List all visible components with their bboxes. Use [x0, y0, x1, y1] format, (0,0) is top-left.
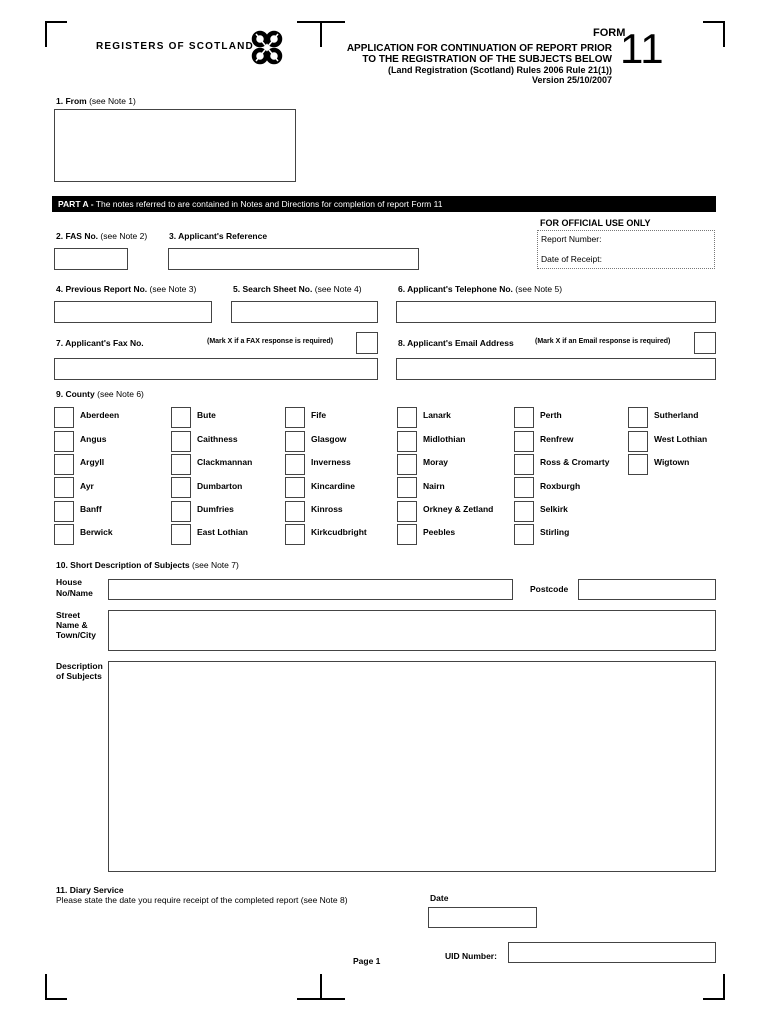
county-option: Renfrew [540, 434, 574, 444]
previous-report-field[interactable] [54, 301, 212, 323]
diary-instruction: Please state the date you require receipt of the completed report (see Note 8) [56, 895, 348, 905]
county-option: Caithness [197, 434, 238, 444]
county-checkbox[interactable] [397, 477, 417, 498]
previous-report-label: 4. Previous Report No. (see Note 3) [56, 284, 197, 294]
county-option: Angus [80, 434, 107, 444]
county-option: Sutherland [654, 410, 699, 420]
county-option: East Lothian [197, 527, 249, 537]
county-option: West Lothian [654, 434, 708, 444]
county-option: Ross & Cromarty [540, 457, 610, 467]
county-option: Berwick [80, 527, 113, 537]
diary-label: 11. Diary Service [56, 885, 124, 895]
county-option: Aberdeen [80, 410, 120, 420]
postcode-label: Postcode [530, 584, 569, 594]
county-option: Fife [311, 410, 327, 420]
house-field[interactable] [108, 579, 513, 600]
county-checkbox[interactable] [514, 407, 534, 428]
county-checkbox[interactable] [54, 407, 74, 428]
county-option: Kirkcudbright [311, 527, 367, 537]
county-option: Banff [80, 504, 102, 514]
county-checkbox[interactable] [54, 501, 74, 522]
county-checkbox[interactable] [628, 407, 648, 428]
from-label: 1. From (see Note 1) [56, 96, 136, 106]
county-checkbox[interactable] [171, 477, 191, 498]
telephone-label: 6. Applicant's Telephone No. (see Note 5) [398, 284, 563, 294]
county-option: Selkirk [540, 504, 568, 514]
email-label: 8. Applicant's Email Address [398, 338, 514, 348]
county-option: Midlothian [423, 434, 466, 444]
county-checkbox[interactable] [514, 524, 534, 545]
county-option: Clackmannan [197, 457, 253, 467]
county-option: Kincardine [311, 481, 355, 491]
part-a-banner: PART A - The notes referred to are contained in Notes and Directions for completion of report Form 11 [52, 196, 716, 212]
email-response-checkbox[interactable] [694, 332, 716, 354]
county-option: Wigtown [654, 457, 690, 467]
county-checkbox[interactable] [285, 407, 305, 428]
email-mark-note: (Mark X if an Email response is required) [535, 338, 671, 345]
form-label: FORM [593, 27, 626, 39]
county-option: Glasgow [311, 434, 347, 444]
county-checkbox[interactable] [628, 454, 648, 475]
county-checkbox[interactable] [397, 407, 417, 428]
applicant-reference-label: 3. Applicant's Reference [169, 231, 268, 241]
county-checkbox[interactable] [397, 454, 417, 475]
fas-label: 2. FAS No. (see Note 2) [56, 231, 148, 241]
applicant-reference-field[interactable] [168, 248, 419, 270]
county-option: Kinross [311, 504, 343, 514]
county-checkbox[interactable] [171, 431, 191, 452]
county-option: Perth [540, 410, 562, 420]
county-checkbox[interactable] [54, 431, 74, 452]
form-title-line2: TO THE REGISTRATION OF THE SUBJECTS BELOW [362, 54, 612, 65]
county-option: Inverness [311, 457, 351, 467]
county-option: Moray [423, 457, 449, 467]
county-checkbox[interactable] [397, 431, 417, 452]
county-option: Stirling [540, 527, 570, 537]
house-label: House No/Name [56, 577, 93, 598]
county-checkbox[interactable] [628, 431, 648, 452]
county-checkbox[interactable] [514, 501, 534, 522]
county-checkbox[interactable] [514, 454, 534, 475]
county-checkbox[interactable] [285, 454, 305, 475]
county-option: Nairn [423, 481, 445, 491]
form-title-line1: APPLICATION FOR CONTINUATION OF REPORT PRIOR [346, 43, 612, 54]
county-checkbox[interactable] [54, 477, 74, 498]
county-checkbox[interactable] [285, 501, 305, 522]
county-checkbox[interactable] [514, 431, 534, 452]
county-option: Roxburgh [540, 481, 581, 491]
date-label: Date [430, 893, 449, 903]
date-of-receipt-label: Date of Receipt: [541, 254, 602, 264]
uid-label: UID Number: [445, 951, 497, 961]
county-option: Lanark [423, 410, 451, 420]
county-option: Argyll [80, 457, 105, 467]
email-field[interactable] [396, 358, 716, 380]
telephone-field[interactable] [396, 301, 716, 323]
fax-response-checkbox[interactable] [356, 332, 378, 354]
county-checkbox[interactable] [285, 524, 305, 545]
county-option: Peebles [423, 527, 456, 537]
county-option: Dumfries [197, 504, 234, 514]
county-checkbox[interactable] [171, 454, 191, 475]
county-option: Bute [197, 410, 216, 420]
county-checkbox[interactable] [285, 477, 305, 498]
rule-reference: (Land Registration (Scotland) Rules 2006 Rule 21(1)) [387, 65, 612, 75]
postcode-field[interactable] [578, 579, 716, 600]
form-number: 11 [620, 25, 664, 72]
fas-field[interactable] [54, 248, 128, 270]
county-checkbox[interactable] [171, 501, 191, 522]
fax-label: 7. Applicant's Fax No. [56, 338, 144, 348]
county-checkbox[interactable] [171, 524, 191, 545]
description-label: Description of Subjects [56, 661, 103, 681]
form-version: Version 25/10/2007 [531, 75, 612, 85]
county-label: 9. County (see Note 6) [56, 389, 144, 399]
ros-logo-icon [250, 28, 284, 68]
fax-mark-note: (Mark X if a FAX response is required) [207, 338, 334, 345]
county-checkbox[interactable] [397, 501, 417, 522]
street-field[interactable] [108, 610, 716, 651]
fax-field[interactable] [54, 358, 378, 380]
description-field[interactable] [108, 661, 716, 872]
county-option: Dumbarton [197, 481, 243, 491]
county-checkbox[interactable] [54, 454, 74, 475]
search-sheet-label: 5. Search Sheet No. (see Note 4) [233, 284, 362, 294]
search-sheet-field[interactable] [231, 301, 378, 323]
county-option: Ayr [80, 481, 94, 491]
county-checkbox[interactable] [397, 524, 417, 545]
page-number: Page 1 [353, 956, 381, 966]
county-checkbox[interactable] [514, 477, 534, 498]
street-label: Street Name & Town/City [56, 610, 96, 640]
official-use-title: FOR OFFICIAL USE ONLY [540, 218, 651, 228]
county-checkbox[interactable] [285, 431, 305, 452]
county-checkbox[interactable] [171, 407, 191, 428]
county-option: Orkney & Zetland [423, 504, 494, 514]
subjects-label: 10. Short Description of Subjects (see Note 7) [56, 560, 239, 570]
date-field[interactable] [428, 907, 537, 928]
report-number-label: Report Number: [541, 234, 602, 244]
county-checkbox[interactable] [54, 524, 74, 545]
uid-field[interactable] [508, 942, 716, 963]
org-name: REGISTERS OF SCOTLAND [96, 41, 254, 52]
from-field[interactable] [54, 109, 296, 182]
